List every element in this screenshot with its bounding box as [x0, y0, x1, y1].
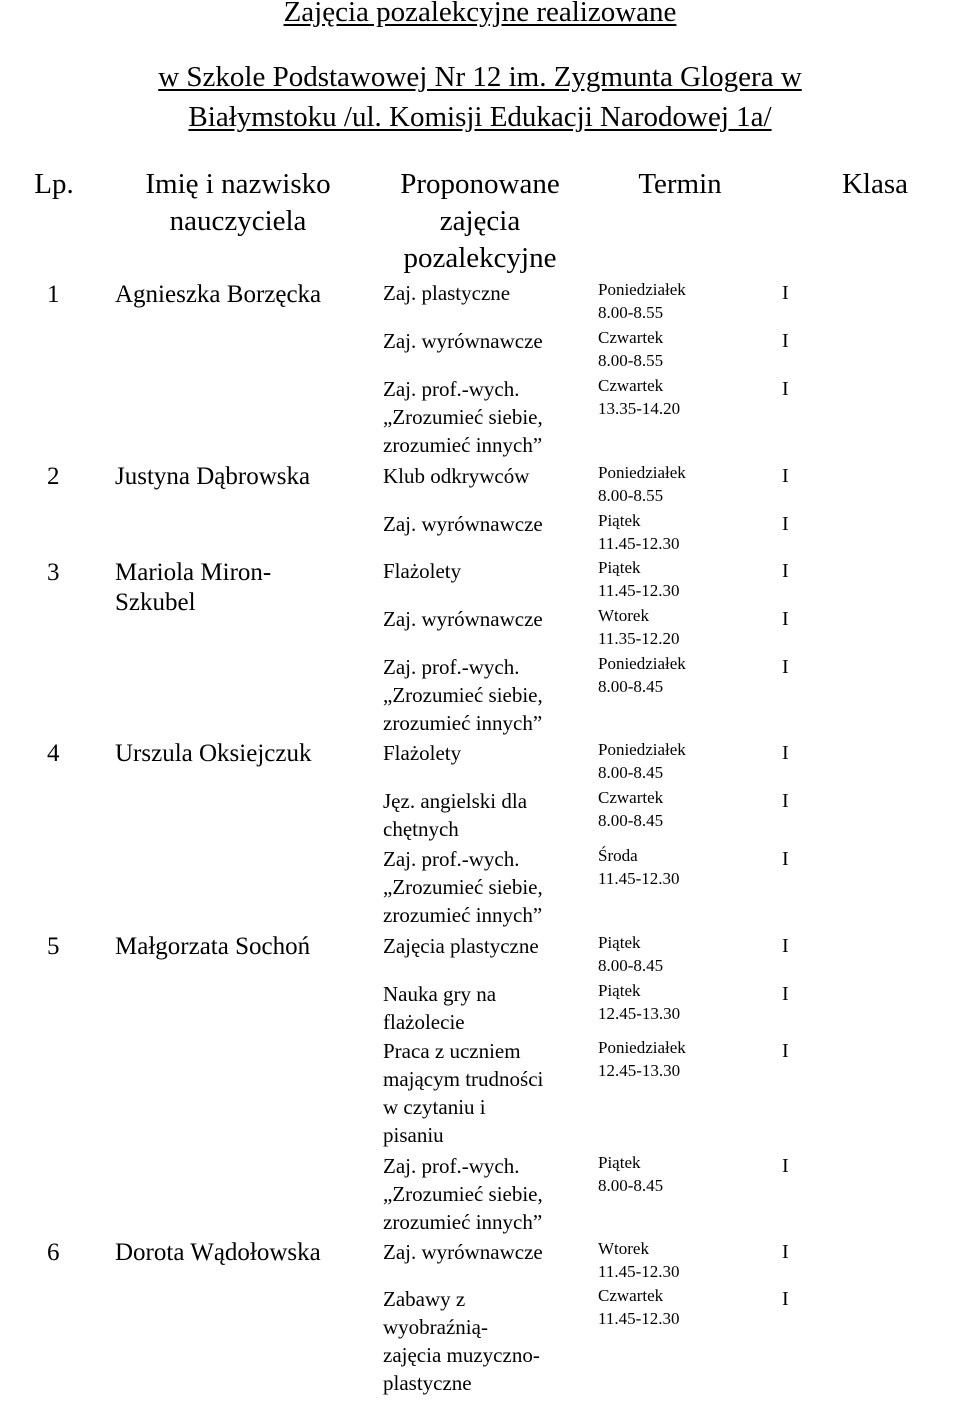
activity-name: [383, 557, 588, 585]
term-day: Piątek: [598, 511, 641, 530]
activity-term: [598, 931, 663, 977]
activity-name: [383, 510, 588, 538]
activity-klasa: I: [782, 378, 789, 400]
teacher-name-line: Urszula Oksiejczuk: [115, 740, 312, 767]
term-hours: 12.45-13.30: [598, 1061, 681, 1080]
term-hours: 11.45-12.30: [598, 1262, 680, 1281]
activity-klasa: I: [782, 560, 789, 582]
activity-klasa: I: [782, 608, 789, 630]
term-day: Piątek: [598, 933, 641, 952]
activity-name: [383, 1037, 588, 1149]
header-teacher-name-line: Imię i nazwisko: [145, 168, 331, 200]
teacher-name-line: Justyna Dąbrowska: [115, 463, 311, 490]
activity-klasa: I: [782, 330, 789, 352]
term-day: Czwartek: [598, 376, 664, 395]
activity-name-line: mającym trudności: [383, 1067, 544, 1091]
activity-name-line: Jęz. angielski dla: [383, 789, 528, 813]
activity-term: [598, 652, 686, 698]
term-day: Wtorek: [598, 606, 649, 625]
term-hours: 12.45-13.30: [598, 1004, 681, 1023]
activity-name-line: pisaniu: [383, 1123, 444, 1147]
activity-name: [383, 375, 588, 459]
activity-klasa: I: [782, 656, 789, 678]
activity-klasa: I: [782, 1241, 789, 1263]
teacher-number: 1: [47, 281, 60, 308]
activity-name-line: Nauka gry na: [383, 982, 497, 1006]
teacher-name-line: Małgorzata Sochoń: [115, 933, 311, 960]
teacher-name: [115, 1238, 321, 1268]
activity-name-line: zrozumieć innych”: [383, 711, 543, 735]
activity-name: [383, 932, 588, 960]
teacher-number: 4: [47, 740, 60, 767]
teacher-name-line: Dorota Wądołowska: [115, 1239, 321, 1266]
activity-term: [598, 844, 680, 890]
activity-term: [598, 604, 680, 650]
activity-term: [598, 786, 663, 832]
activity-name: [383, 605, 588, 633]
activity-name-line: zrozumieć innych”: [383, 1210, 543, 1234]
teacher-name: [115, 462, 310, 492]
activity-name-line: Zaj. prof.-wych.: [383, 847, 520, 871]
term-hours: 8.00-8.45: [598, 1176, 664, 1195]
activity-name-line: „Zrozumieć siebie,: [383, 1182, 543, 1206]
term-day: Poniedziałek: [598, 280, 686, 299]
activity-name-line: wyobraźnią-: [383, 1315, 488, 1339]
activity-name: [383, 653, 588, 737]
activity-name: [383, 279, 588, 307]
activity-name-line: „Zrozumieć siebie,: [383, 405, 543, 429]
term-hours: 8.00-8.55: [598, 351, 664, 370]
activity-klasa: I: [782, 983, 789, 1005]
activity-term: [598, 326, 663, 372]
term-day: Wtorek: [598, 1239, 649, 1258]
header-activity: [360, 166, 600, 277]
activity-name-line: Flażolety: [383, 741, 462, 765]
activity-name-line: Flażolety: [383, 559, 462, 583]
activity-name-line: zrozumieć innych”: [383, 903, 543, 927]
activity-name-line: Praca z uczniem: [383, 1039, 521, 1063]
activity-name: [383, 787, 588, 843]
term-day: Poniedziałek: [598, 1038, 686, 1057]
document-title-line-3: Białymstoku /ul. Komisji Edukacji Narodowej 1a/: [188, 101, 772, 133]
header-activity-line: pozalekcyjne: [403, 242, 557, 274]
activity-name-line: zrozumieć innych”: [383, 433, 543, 457]
activity-name-line: Zaj. wyrównawcze: [383, 1240, 543, 1264]
activity-name-line: chętnych: [383, 817, 459, 841]
activity-name: [383, 980, 588, 1036]
teacher-name-line: Szkubel: [115, 589, 196, 616]
activity-name: [383, 1238, 588, 1266]
activity-klasa: I: [782, 465, 789, 487]
activity-term: [598, 461, 686, 507]
header-teacher-name-line: nauczyciela: [169, 205, 307, 237]
activity-term: [598, 1284, 680, 1330]
activity-name: [383, 462, 588, 490]
term-day: Piątek: [598, 1153, 641, 1172]
document-title-line-1: Zajęcia pozalekcyjne realizowane: [283, 0, 677, 28]
header-klasa: Klasa: [841, 168, 909, 200]
activity-term: [598, 738, 686, 784]
term-hours: 11.45-12.30: [598, 581, 680, 600]
activity-name-line: zajęcia muzyczno-: [383, 1343, 540, 1367]
teacher-number: 2: [47, 463, 60, 490]
teacher-name: [115, 280, 321, 310]
activity-term: [598, 556, 680, 602]
activity-klasa: I: [782, 848, 789, 870]
term-day: Środa: [598, 846, 638, 865]
teacher-name: [115, 558, 271, 618]
term-hours: 8.00-8.45: [598, 763, 664, 782]
activity-name-line: „Zrozumieć siebie,: [383, 875, 543, 899]
term-hours: 8.00-8.55: [598, 303, 664, 322]
activity-name-line: Zaj. prof.-wych.: [383, 655, 520, 679]
activity-name-line: Zaj. wyrównawcze: [383, 607, 543, 631]
teacher-name-line: Agnieszka Borzęcka: [115, 281, 322, 308]
activity-klasa: I: [782, 935, 789, 957]
activity-name-line: flażolecie: [383, 1010, 465, 1034]
activity-name: [383, 1285, 588, 1397]
activity-name-line: „Zrozumieć siebie,: [383, 683, 543, 707]
activity-term: [598, 509, 680, 555]
activity-term: [598, 1151, 663, 1197]
term-day: Poniedziałek: [598, 740, 686, 759]
teacher-number: 6: [47, 1239, 60, 1266]
header-lp: Lp.: [34, 168, 74, 200]
activity-name-line: Zajęcia plastyczne: [383, 934, 539, 958]
activity-name: [383, 739, 588, 767]
document-title-line-2: w Szkole Podstawowej Nr 12 im. Zygmunta Glogera w: [158, 61, 802, 93]
activity-term: [598, 1237, 680, 1283]
header-activity-line: Proponowane: [400, 168, 560, 200]
activity-klasa: I: [782, 282, 789, 304]
term-hours: 11.45-12.30: [598, 534, 680, 553]
activity-name-line: w czytaniu i: [383, 1095, 486, 1119]
term-hours: 8.00-8.55: [598, 486, 664, 505]
activity-name-line: Zaj. wyrównawcze: [383, 329, 543, 353]
activity-term: [598, 1036, 686, 1082]
activity-name: [383, 327, 588, 355]
term-hours: 8.00-8.45: [598, 677, 664, 696]
activity-klasa: I: [782, 742, 789, 764]
activity-name: [383, 845, 588, 929]
term-day: Piątek: [598, 981, 641, 1000]
header-term: Termin: [638, 168, 722, 200]
term-hours: 8.00-8.45: [598, 956, 664, 975]
activity-term: [598, 374, 680, 420]
term-day: Czwartek: [598, 1286, 664, 1305]
teacher-name: [115, 739, 311, 769]
term-day: Czwartek: [598, 328, 664, 347]
term-day: Poniedziałek: [598, 654, 686, 673]
activity-term: [598, 278, 686, 324]
activity-name-line: Zaj. prof.-wych.: [383, 1154, 520, 1178]
activity-name-line: Zabawy z: [383, 1287, 466, 1311]
activity-klasa: I: [782, 1288, 789, 1310]
activity-name-line: plastyczne: [383, 1371, 472, 1395]
header-activity-line: zajęcia: [439, 205, 521, 237]
term-day: Poniedziałek: [598, 463, 686, 482]
teacher-number: 5: [47, 933, 60, 960]
term-hours: 11.45-12.30: [598, 1309, 680, 1328]
term-hours: 11.35-12.20: [598, 629, 680, 648]
term-day: Piątek: [598, 558, 641, 577]
activity-name-line: Klub odkrywców: [383, 464, 530, 488]
activity-klasa: I: [782, 790, 789, 812]
term-hours: 13.35-14.20: [598, 399, 681, 418]
teacher-name: [115, 932, 310, 962]
activity-name-line: Zaj. wyrównawcze: [383, 512, 543, 536]
header-teacher-name: [108, 166, 368, 240]
teacher-name-line: Mariola Miron-: [115, 559, 272, 586]
activity-name-line: Zaj. prof.-wych.: [383, 377, 520, 401]
activity-term: [598, 979, 680, 1025]
activity-klasa: I: [782, 1155, 789, 1177]
activity-klasa: I: [782, 513, 789, 535]
activity-name-line: Zaj. plastyczne: [383, 281, 511, 305]
term-hours: 11.45-12.30: [598, 869, 680, 888]
activity-name: [383, 1152, 588, 1236]
term-hours: 8.00-8.45: [598, 811, 664, 830]
term-day: Czwartek: [598, 788, 664, 807]
teacher-number: 3: [47, 559, 60, 586]
activity-klasa: I: [782, 1040, 789, 1062]
